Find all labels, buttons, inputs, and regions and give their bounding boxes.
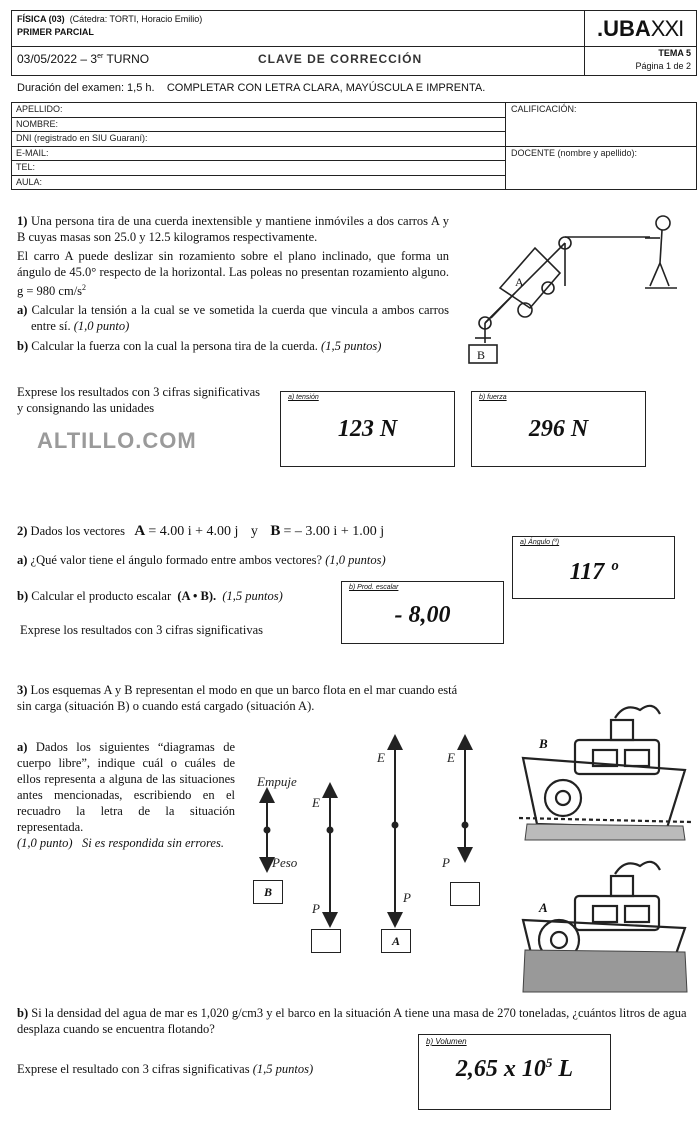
- q3-answer-sup: 5: [545, 1055, 553, 1070]
- q1-text: [17, 213, 449, 354]
- header-divider: [11, 46, 697, 47]
- figure-label-b: B: [477, 348, 486, 362]
- exam-name: PRIMER PARCIAL: [17, 27, 94, 37]
- q2-answer-a-value: 117 º: [569, 559, 618, 585]
- q2-vec-b: B: [270, 523, 281, 539]
- field-apellido[interactable]: APELLIDO:: [16, 104, 63, 114]
- d3-answer-box[interactable]: A: [381, 929, 411, 953]
- q2-vec-b-expr: = – 3.00 i + 1.00 j: [283, 524, 385, 539]
- q2-a-label: a): [17, 553, 28, 567]
- watermark: ALTILLO.COM: [37, 428, 197, 453]
- q3-b-express: Exprese el resultado con 3 cifras significativas: [17, 1062, 250, 1076]
- q3-intro-text: Los esquemas A y B representan el modo en que un barco flota en el mar cuando está sin carga (situación B) o cuando está cargado (situación A).: [17, 683, 458, 713]
- header-vdivider: [584, 10, 585, 76]
- instructions: [17, 82, 485, 94]
- d4-top-label: E: [447, 750, 455, 765]
- uba-logo: [597, 16, 683, 42]
- q2-a-line: [17, 552, 497, 568]
- tema: TEMA 5: [658, 48, 691, 58]
- q1-num: 1): [17, 214, 28, 228]
- q1-answer-a-box: [280, 391, 455, 467]
- page-number: Página 1 de 2: [635, 61, 691, 71]
- catedra: (Cátedra: TORTI, Horacio Emilio): [69, 14, 203, 24]
- q1-a-pts: (1,0 punto): [73, 319, 130, 334]
- q2-b-expr: (A • B).: [177, 589, 217, 603]
- course-line: [17, 14, 202, 24]
- course-name: FÍSICA (03): [17, 14, 65, 24]
- form-line-2: [11, 131, 505, 132]
- q3-answer-box: [418, 1034, 611, 1110]
- q2-b-label: b): [17, 589, 29, 603]
- d3-bottom-label: P: [403, 890, 411, 905]
- boat-a-label: A: [539, 900, 548, 915]
- q1-answer-b-value: 296 N: [528, 416, 589, 442]
- form-line-3: [11, 146, 697, 147]
- q2-b-line: [17, 588, 347, 604]
- form-line-1: [11, 117, 505, 118]
- q1-b-pts: (1,5 puntos): [321, 339, 382, 354]
- q1-answer-b-label: b) fuerza: [479, 394, 507, 401]
- q1-p2-sup: 2: [82, 283, 87, 292]
- q2-answer-b-label: b) Prod. escalar: [349, 584, 399, 591]
- q3-intro: [17, 682, 467, 714]
- turno-sup: er: [97, 53, 104, 60]
- d3-top-label: E: [377, 750, 385, 765]
- q3-b-text: [17, 1005, 689, 1037]
- q1-answer-b-box: [471, 391, 646, 467]
- q3-num: 3): [17, 683, 28, 697]
- boat-b-label: B: [539, 736, 548, 751]
- q1-pulley-figure: [455, 208, 690, 368]
- q1-b-label: b): [17, 339, 29, 354]
- q2-vec-a: A: [134, 523, 146, 539]
- field-tel[interactable]: TEL:: [16, 162, 36, 172]
- d1-top-label: Empuje: [257, 774, 297, 789]
- q2-answer-a-label: a) Ángulo (º): [520, 539, 560, 546]
- q1-answer-a-label: a) tensión: [288, 394, 319, 401]
- d2-top-label: E: [312, 795, 320, 810]
- d2-bottom-label: P: [312, 901, 320, 916]
- q2-answer-b-box: [341, 581, 504, 644]
- q2-a-text: ¿Qué valor tiene el ángulo formado entre ambos vectores?: [30, 553, 323, 567]
- turno-num: 3: [90, 52, 98, 66]
- q3-b-body: Si la densidad del agua de mar es 1,020 g/cm3 y el barco en la situación A tiene una masa de 270 toneladas, ¿cuántos litros de agua desplaza cuando se encuentra flotando?: [17, 1006, 687, 1036]
- turno-text: TURNO: [106, 52, 150, 66]
- figure-label-a: A: [515, 275, 524, 289]
- field-nombre[interactable]: NOMBRE:: [16, 119, 59, 129]
- page-title: CLAVE DE CORRECCIÓN: [258, 52, 423, 66]
- logo-light: XXI: [650, 16, 684, 41]
- q1-p1: Una persona tira de una cuerda inextensible y mantiene inmóviles a dos carros A y B cuyas masas son 25.0 y 12.5 kilogramos respectivamente.: [17, 214, 449, 244]
- q2-answer-b-value: - 8,00: [394, 602, 451, 628]
- field-docente[interactable]: DOCENTE (nombre y apellido):: [511, 148, 638, 158]
- q3-answer-post: L: [552, 1056, 574, 1082]
- q1-b-text: Calcular la fuerza con la cual la persona tira de la cuerda.: [31, 339, 318, 354]
- instructions-note: COMPLETAR CON LETRA CLARA, MAYÚSCULA E IMPRENTA.: [166, 82, 486, 94]
- q2-y: y: [250, 524, 258, 539]
- field-email[interactable]: E-MAIL:: [16, 148, 49, 158]
- logo-bold: .UBA: [597, 16, 651, 41]
- q3-a-text: [17, 739, 235, 851]
- d1-answer-box[interactable]: B: [253, 880, 283, 904]
- q3-b-express-line: [17, 1061, 313, 1077]
- q1-a-text: Calcular la tensión a la cual se ve sometida la cuerda que vincula a ambos carros entre sí.: [31, 303, 449, 334]
- boat-figures: [515, 700, 695, 995]
- field-calificacion[interactable]: CALIFICACIÓN:: [511, 104, 577, 114]
- q3-a-note: Si es respondida sin errores.: [81, 836, 224, 850]
- exam-date-line: 03/05/2022 – 3er TURNO: [17, 52, 150, 66]
- q2-b-text: Calcular el producto escalar: [31, 589, 172, 603]
- q1-express: Exprese los resultados con 3 cifras significativas y consignando las unidades: [17, 385, 260, 415]
- d4-bottom-label: P: [442, 855, 450, 870]
- q3-a-label: a): [17, 740, 28, 754]
- field-aula[interactable]: AULA:: [16, 177, 43, 187]
- q2-b-pts: (1,5 puntos): [222, 589, 283, 603]
- q2-num: 2): [17, 524, 28, 538]
- q3-b-label: b): [17, 1006, 29, 1020]
- form-line-5: [11, 175, 505, 176]
- d1-bottom-label: Peso: [272, 855, 298, 870]
- q3-answer-label: b) Volumen: [426, 1037, 467, 1046]
- d2-answer-box[interactable]: [311, 929, 341, 953]
- q3-answer-value: [419, 1055, 610, 1083]
- d4-answer-box[interactable]: [450, 882, 480, 906]
- form-line-4: [11, 160, 505, 161]
- q3-b-pts: (1,5 puntos): [252, 1062, 314, 1076]
- q2-express: Exprese los resultados con 3 cifras significativas: [20, 623, 263, 637]
- q1-p2: El carro A puede deslizar sin rozamiento sobre el plano inclinado, que forma un ángulo de 45.0° respecto de la horizontal. Las poleas no presentan rozamiento alguno. g = 980 cm/s: [17, 249, 449, 299]
- q1-answer-a-value: 123 N: [337, 416, 398, 442]
- q2-intro: Dados los vectores: [30, 524, 125, 538]
- q3-a-body: Dados los siguientes “diagramas de cuerpo libre”, indique cuál o cuáles de ellos representa a alguna de las situaciones antes mencionadas, escribiendo en el recuadro la letra de la situación representada.: [17, 740, 235, 834]
- q1-a-label: a): [17, 303, 28, 318]
- exam-date: 03/05/2022: [17, 52, 78, 66]
- q3-answer-pre: 2,65 x 10: [455, 1056, 546, 1082]
- q3-a-pts: (1,0 punto): [17, 836, 73, 850]
- q2-answer-a-box: [512, 536, 675, 599]
- duration: Duración del examen: 1,5 h.: [17, 82, 155, 94]
- q2-a-pts: (1,0 puntos): [325, 553, 386, 567]
- q2-vec-a-expr: = 4.00 i + 4.00 j: [148, 524, 239, 539]
- field-dni[interactable]: DNI (registrado en SIU Guaraní):: [16, 133, 148, 143]
- q2-vectors: [17, 523, 497, 540]
